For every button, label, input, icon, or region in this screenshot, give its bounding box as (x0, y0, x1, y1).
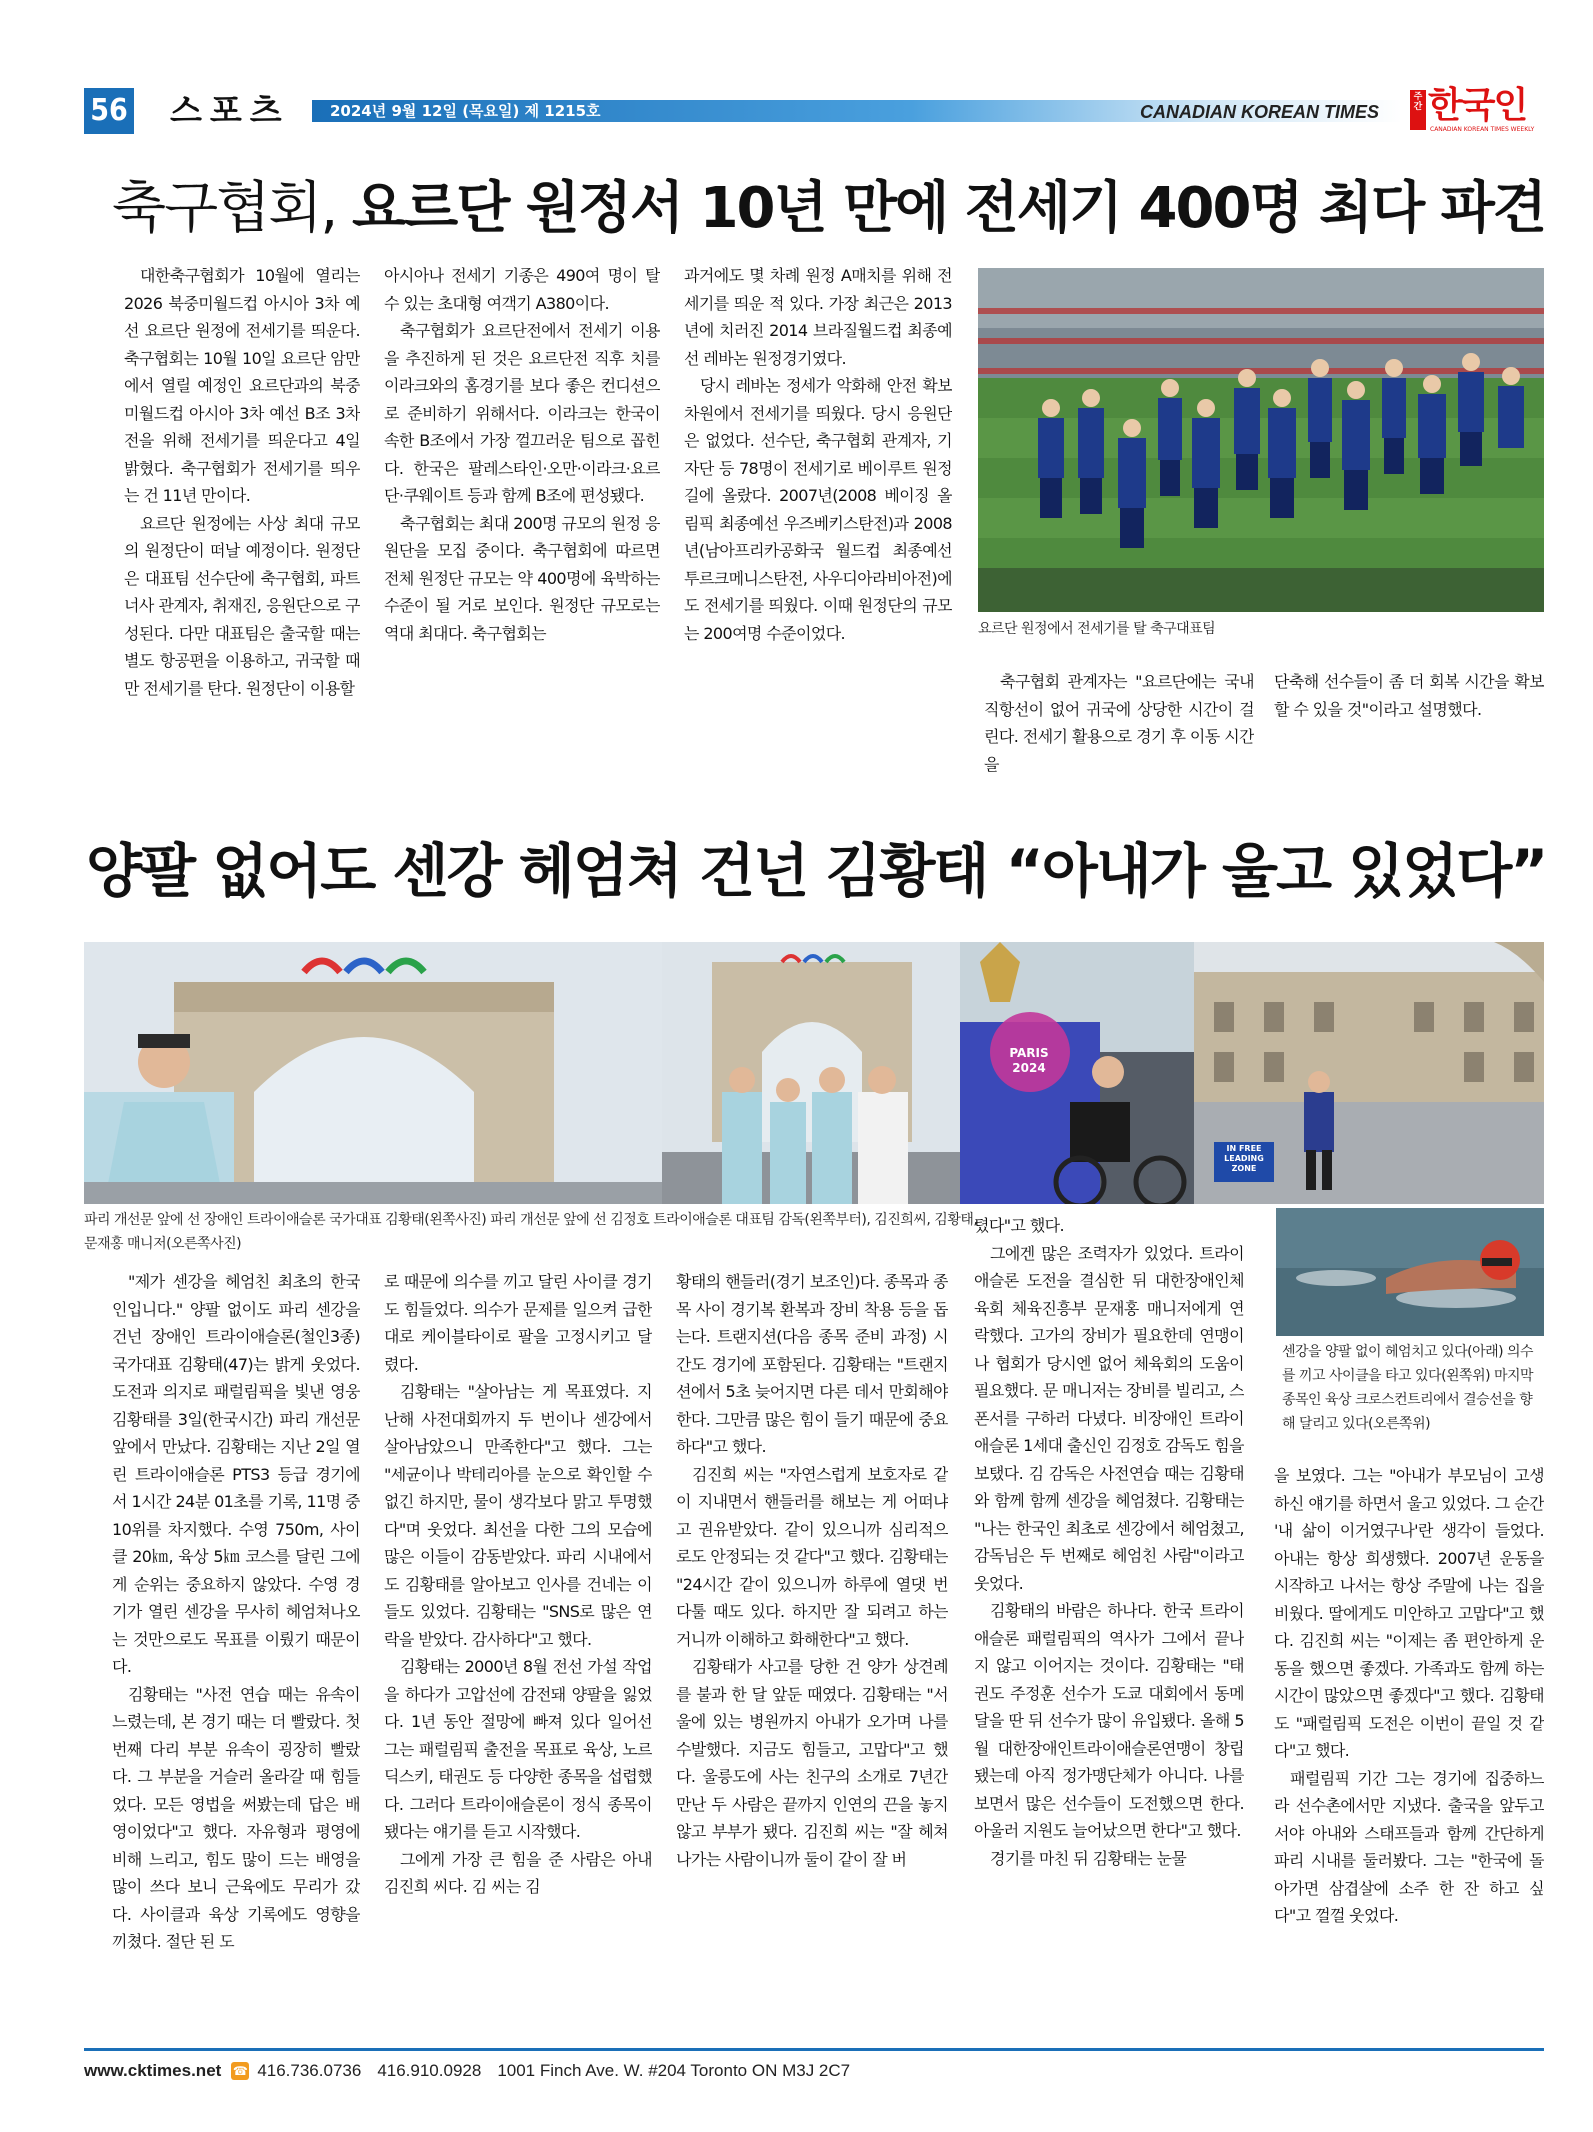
paper-name: CANADIAN KOREAN TIMES (1140, 102, 1380, 122)
article1-column-2 (384, 262, 660, 792)
paragraph: 김황태는 "사전 연습 때는 유속이 느렸는데, 본 경기 때는 더 빨랐다. 첫 번째 다리 부분 유속이 굉장히 빨랐다. 그 부분을 거슬러 올라갈 때 힘들었다. 모든 영법을 써봤는데 답은 배영이었다"고 했다. 자유형과 평영에 비해 느리고, 힘도 많이 드는 배영을 많이 쓰다 보니 근육에도 무리가 갔다. 사이클과 육상 기록에도 영향을 끼쳤다. 절단 된 도 (112, 1684, 360, 1951)
article1-headline-lead: 축구협회, (112, 176, 352, 241)
footer-address: 1001 Finch Ave. W. #204 Toronto ON M3J 2C7 (497, 2061, 851, 2080)
paragraph: 축구협회는 최대 200명 규모의 원정 응원단을 모집 중이다. 축구협회에 따르면 전체 원정단 규모는 약 400명에 육박하는 수준이 될 거로 보인다. 원정단 규모로는 역대 최대다. 축구협회는 (384, 513, 660, 643)
article1-team-photo (978, 268, 1544, 612)
phone-icon: ☎ (232, 2064, 248, 2078)
paragraph: 황태의 핸들러(경기 보조인)다. 종목과 종목 사이 경기복 환복과 장비 착용 등을 돕는다. 트랜지션(다음 종목 준비 과정) 시간도 경기에 포함된다. 김황태는 "트랜지션에서 5초 늦어지면 다른 데서 만회해야 한다. 그만큼 많은 힘이 들기 때문에 중요하다"고 했다. (676, 1272, 948, 1456)
leading-zone-sign: IN FREE LEADING ZONE (1224, 1144, 1264, 1173)
section-title: 스포츠 (170, 91, 290, 130)
article2-column-4 (974, 1212, 1244, 2040)
article1-headline-main: 요르단 원정서 10년 만에 전세기 400명 최다 파견 (352, 176, 1545, 241)
article2-photo-caption: 파리 개선문 앞에 선 장애인 트라이애슬론 국가대표 김황태(왼쪽사진) 파리 개선문 앞에 선 김정호 트라이애슬론 대표팀 감독(왼쪽부터), 김진희씨, 김황태, 문재홍 매니저(오른쪽사진) (84, 1212, 978, 1252)
issue-date: 2024년 9월 12일 (목요일) 제 1215호 (330, 102, 601, 120)
footer-phone-1: 416.736.0736 (257, 2061, 362, 2080)
footer-contact (84, 2061, 850, 2081)
article1-headline (112, 176, 1545, 242)
article1-column-5 (1274, 668, 1544, 790)
paragraph: 축구협회가 요르단전에서 전세기 이용을 추진하게 된 것은 요르단전 직후 치를 이라크와의 홈경기를 보다 좋은 컨디션으로 준비하기 위해서다. 이라크는 한국이 속한 B조에서 가장 껄끄러운 팀으로 꼽힌다. 한국은 팔레스타인·오만·이라크·요르단·쿠웨이트 등과 함께 B조에 편성됐다. (384, 321, 660, 505)
paragraph: 경기를 마친 뒤 김황태는 눈물 (990, 1848, 1187, 1868)
paragraph: 김황태가 사고를 당한 건 양가 상견례를 불과 한 달 앞둔 때였다. 김황태는 "서울에 있는 병원까지 아내가 오가며 나를 수발했다. 지금도 힘들고, 고맙다"고 했다. 울릉도에 사는 친구의 소개로 7년간 만난 두 사람은 끝까지 인연의 끈을 놓지 않고 부부가 됐다. 김진희 씨는 "잘 헤쳐나가는 사람이니까 둘이 같이 잘 버 (676, 1657, 948, 1869)
article2-side-caption: 센강을 양팔 없이 헤엄치고 있다(아래) 의수를 끼고 사이클을 타고 있다(왼쪽위) 마지막 종목인 육상 크로스컨트리에서 결승선을 향해 달리고 있다(오른쪽위) (1282, 1344, 1534, 1432)
paragraph: 텼다"고 했다. (974, 1216, 1065, 1235)
paragraph: 과거에도 몇 차례 원정 A매치를 위해 전세기를 띄운 적 있다. 가장 최근은 2013년에 치러진 2014 브라질월드컵 최종예선 레바논 원정경기였다. (684, 266, 952, 368)
paragraph: 당시 레바논 정세가 악화해 안전 확보 차원에서 전세기를 띄웠다. 당시 응원단은 없었다. 선수단, 축구협회 관계자, 기자단 등 78명이 전세기로 베이루트 원정길에 올랐다. 2007년(2008 베이징 올림픽 최종예선 우즈베키스탄전)과 2008년(남아프리카공화국 월드컵 최종예선 투르크메니스탄전, 사우디아라비아전)에도 전세기를 띄웠다. 이때 원정단의 규모는 200여명 수준이었다. (684, 376, 952, 643)
article2-headline: 양팔 없어도 센강 헤엄쳐 건넌 김황태 “아내가 울고 있었다” (86, 837, 1547, 905)
article2-column-3 (676, 1268, 948, 2040)
masthead (84, 86, 1538, 138)
paragraph: 김황태의 바람은 하나다. 한국 트라이애슬론 패럴림픽의 역사가 그에서 끝나지 않고 이어지는 것이다. 김황태는 "태권도 주정훈 선수가 도쿄 대회에서 동메달을 딴 뒤 선수가 많이 유입됐다. 올해 5월 대한장애인트라이애슬론연맹이 창립됐는데 아직 정가맹단체가 아니다. 나를 보면서 많은 선수들이 도전했으면 한다. 아울러 지원도 늘어났으면 한다"고 했다. (974, 1601, 1244, 1840)
article1-column-4 (984, 668, 1254, 790)
article2-photo-cycling (960, 942, 1194, 1204)
paragraph: 패럴림픽 기간 그는 경기에 집중하느라 선수촌에서만 지냈다. 출국을 앞두고서야 아내와 스태프들과 함께 간단하게 파리 시내를 둘러봤다. 그는 "한국에 돌아가면 삼겹살에 소주 한 잔 하고 싶다"고 껄껄 웃었다. (1274, 1768, 1544, 1925)
paragraph: 그에게 가장 큰 힘을 준 사람은 아내 김진희 씨다. 김 씨는 김 (384, 1849, 652, 1896)
paragraph: 축구협회 관계자는 "요르단에는 국내 직항선이 없어 귀국에 상당한 시간이 걸린다. 전세기 활용으로 경기 후 이동 시간을 (984, 672, 1254, 774)
article2-photo-running (1194, 942, 1544, 1204)
article2-photo-group (662, 942, 960, 1204)
footer-phone-2: 416.910.0928 (377, 2061, 482, 2080)
paragraph: 김황태는 2000년 8월 전선 가설 작업을 하다가 고압선에 감전돼 양팔을 잃었다. 1년 동안 절망에 빠져 있다 일어선 그는 패럴림픽 출전을 목표로 육상, 노르딕스키, 태권도 등 다양한 종목을 섭렵했다. 그러다 트라이애슬론이 정식 종목이 됐다는 얘기를 듣고 시작했다. (384, 1657, 652, 1841)
football-team-image (978, 268, 1544, 612)
footer-url[interactable]: www.cktimes.net (84, 2061, 222, 2080)
paper-logo (1410, 86, 1538, 136)
group-arc-image (662, 942, 960, 1204)
athlete-arc-image (84, 942, 662, 1204)
article1-column-3 (684, 262, 952, 792)
swimming-image (1276, 1208, 1544, 1336)
article2-photo-arc-athlete (84, 942, 662, 1204)
logo-subtitle: CANADIAN KOREAN TIMES WEEKLY (1430, 126, 1535, 133)
paragraph: 단축해 선수들이 좀 더 회복 시간을 확보할 수 있을 것"이라고 설명했다. (1274, 672, 1544, 719)
paris-2024-sign: PARIS 2024 (1009, 1046, 1049, 1075)
article2-column-5 (1274, 1462, 1544, 2040)
page-footer (84, 2048, 1544, 2078)
article1-photo-caption: 요르단 원정에서 전세기를 탈 축구대표팀 (978, 621, 1216, 637)
article2-column-2 (384, 1268, 652, 2040)
article2-photo-swimming (1276, 1208, 1544, 1336)
logo-mark-icon: 주 간 (1410, 90, 1426, 130)
logo-text: 한국인 (1428, 85, 1527, 126)
paragraph: 김진희 씨는 "자연스럽게 보호자로 같이 지내면서 핸들러를 해보는 게 어떠냐고 권유받았다. 같이 있으니까 심리적으로도 안정되는 것 같다"고 했다. 김황태는 "24시간 같이 있으니까 하루에 열댓 번 다툴 때도 있다. 하지만 잘 되려고 하는 거니까 이해하고 화해한다"고 했다. (676, 1464, 948, 1649)
paragraph: 로 때문에 의수를 끼고 달린 사이클 경기도 힘들었다. 의수가 문제를 일으켜 급한 대로 케이블타이로 팔을 고정시키고 달렸다. (384, 1272, 652, 1374)
paragraph: 을 보였다. 그는 "아내가 부모님이 고생하신 얘기를 하면서 울고 있었다. 그 순간 '내 삶이 이거였구나'란 생각이 들었다. 아내는 항상 희생했다. 2007년 운동을 시작하고 나서는 항상 주말에 나는 집을 비웠다. 딸에게도 미안하고 고맙다"고 했다. 김진희 씨는 "이제는 좀 편안하게 운동을 했으면 좋겠다. 가족과도 함께 하는 시간이 많았으면 좋겠다"고 했다. 김황태도 "패럴림픽 도전은 이번이 끝일 것 같다"고 했다. (1274, 1466, 1544, 1760)
paragraph: 대한축구협회가 10월에 열리는 2026 북중미월드컵 아시아 3차 예선 요르단 원정에 전세기를 띄운다. 축구협회는 10월 10일 요르단 암만에서 열릴 예정인 요르단과의 북중미월드컵 아시아 3차 예선 B조 3차전을 위해 전세기를 띄운다고 4일 밝혔다. 축구협회가 전세기를 띄우는 건 11년 만이다. (124, 266, 360, 505)
article2-column-1 (112, 1268, 360, 2040)
paragraph: "제가 센강을 헤엄친 최초의 한국인입니다." 양팔 없이도 파리 센강을 건넌 장애인 트라이애슬론(철인3종) 국가대표 김황태(47)는 밝게 웃었다. 도전과 의지로 패럴림픽을 빛낸 영웅 김황태를 3일(한국시간) 파리 개선문 앞에서 만났다. 김황태는 지난 2일 열린 트라이애슬론 PTS3 등급 경기에서 1시간 24분 01초를 기록, 11명 중 10위를 차지했다. 수영 750m, 사이클 20㎞, 육상 5㎞ 코스를 달린 그에게 순위는 중요하지 않았다. 수영 경기가 열린 센강을 무사히 헤엄쳐나오는 것만으로도 목표를 이뤘기 때문이다. (112, 1272, 360, 1676)
article1-column-1 (124, 262, 360, 792)
paragraph: 아시아나 전세기 기종은 490여 명이 탈 수 있는 초대형 여객기 A380이다. (384, 266, 660, 313)
paragraph: 김황태는 "살아남는 게 목표였다. 지난해 사전대회까지 두 번이나 센강에서 살아남았으니 만족한다"고 했다. 그는 "세균이나 박테리아를 눈으로 확인할 수 없긴 하지만, 물이 생각보다 맑고 투명했다"며 웃었다. 최선을 다한 그의 모습에 많은 이들이 감동받았다. 파리 시내에서도 김황태를 알아보고 인사를 건네는 이들도 있었다. 김황태는 "SNS로 많은 연락을 받았다. 감사하다"고 했다. (384, 1382, 652, 1649)
page-number: 56 (84, 88, 134, 134)
paragraph: 그에겐 많은 조력자가 있었다. 트라이애슬론 도전을 결심한 뒤 대한장애인체육회 체육진흥부 문재홍 매니저에게 연락했다. 고가의 장비가 필요한데 연맹이나 협회가 당시엔 없어 체육회의 도움이 필요했다. 문 매니저는 장비를 빌리고, 스폰서를 구하러 다녔다. 비장애인 트라이애슬론 1세대 출신인 김정호 감독도 힘을 보탰다. 김 감독은 사전연습 때는 김황태와 함께 함께 센강을 헤엄쳤다. 김황태는 "나는 한국인 최초로 센강에서 헤엄쳤고, 감독님은 두 번째로 헤엄친 사람"이라고 웃었다. (974, 1243, 1244, 1593)
paragraph: 요르단 원정에는 사상 최대 규모의 원정단이 떠날 예정이다. 원정단은 대표팀 선수단에 축구협회, 파트너사 관계자, 취재진, 응원단으로 구성된다. 다만 대표팀은 출국할 때는 별도 항공편을 이용하고, 귀국할 때만 전세기를 탄다. 원정단이 이용할 (124, 513, 360, 698)
